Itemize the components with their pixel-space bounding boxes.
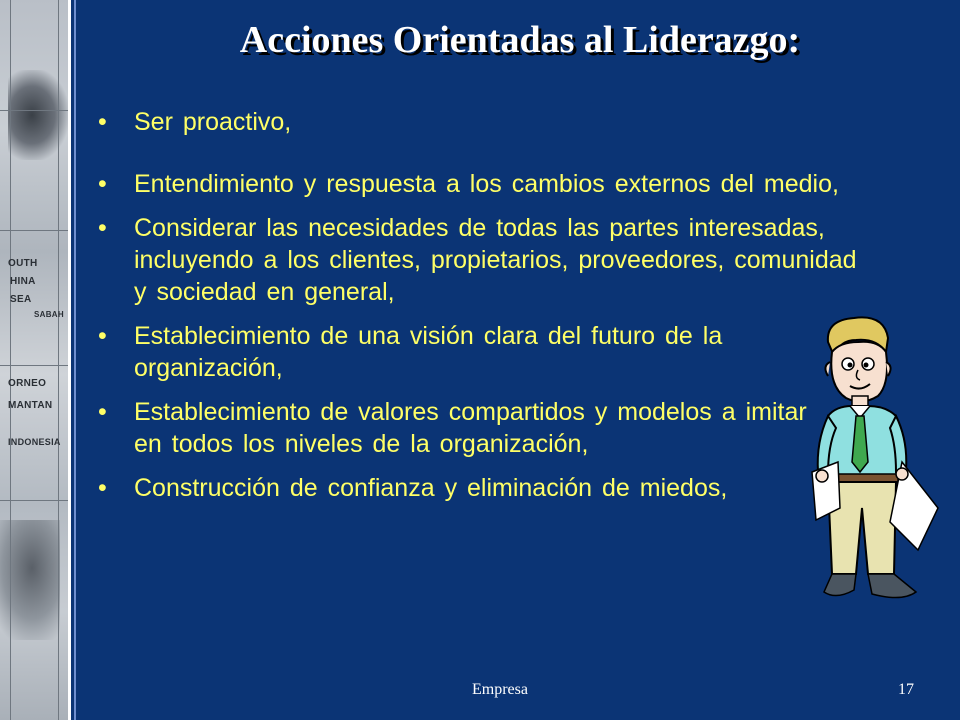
map-label: OUTH	[8, 258, 38, 269]
bullet-item: • Entendimiento y respuesta a los cambios externos del medio,	[96, 168, 856, 200]
bullet-list	[96, 106, 856, 504]
map-label: HINA	[10, 276, 36, 287]
slide-title: Acciones Orientadas al Liderazgo:	[239, 19, 801, 61]
footer-company: Empresa	[472, 681, 528, 698]
map-label: SABAH	[34, 310, 64, 319]
bullet-item: • Establecimiento de valores compartidos y modelos a imitar en todos los niveles de la organización,	[96, 396, 834, 460]
bullet-item: • Ser proactivo,	[96, 106, 856, 138]
page-number: 17	[898, 681, 914, 698]
frame-divider-inner	[74, 0, 76, 720]
map-label: INDONESIA	[8, 437, 61, 447]
bullet-item: • Construcción de confianza y eliminación de miedos,	[96, 472, 834, 504]
map-label: SEA	[10, 294, 32, 305]
frame-divider	[68, 0, 71, 720]
bullet-item: • Considerar las necesidades de todas las partes interesadas, incluyendo a los clientes, propietarios, proveedores, comunidad y sociedad en general,	[96, 212, 874, 308]
world-map-strip	[0, 0, 68, 720]
bullet-item: • Establecimiento de una visión clara del futuro de la organización,	[96, 320, 834, 384]
map-label: MANTAN	[8, 400, 53, 411]
map-label: ORNEO	[8, 378, 47, 389]
cartoon-man-clipart	[806, 312, 950, 604]
